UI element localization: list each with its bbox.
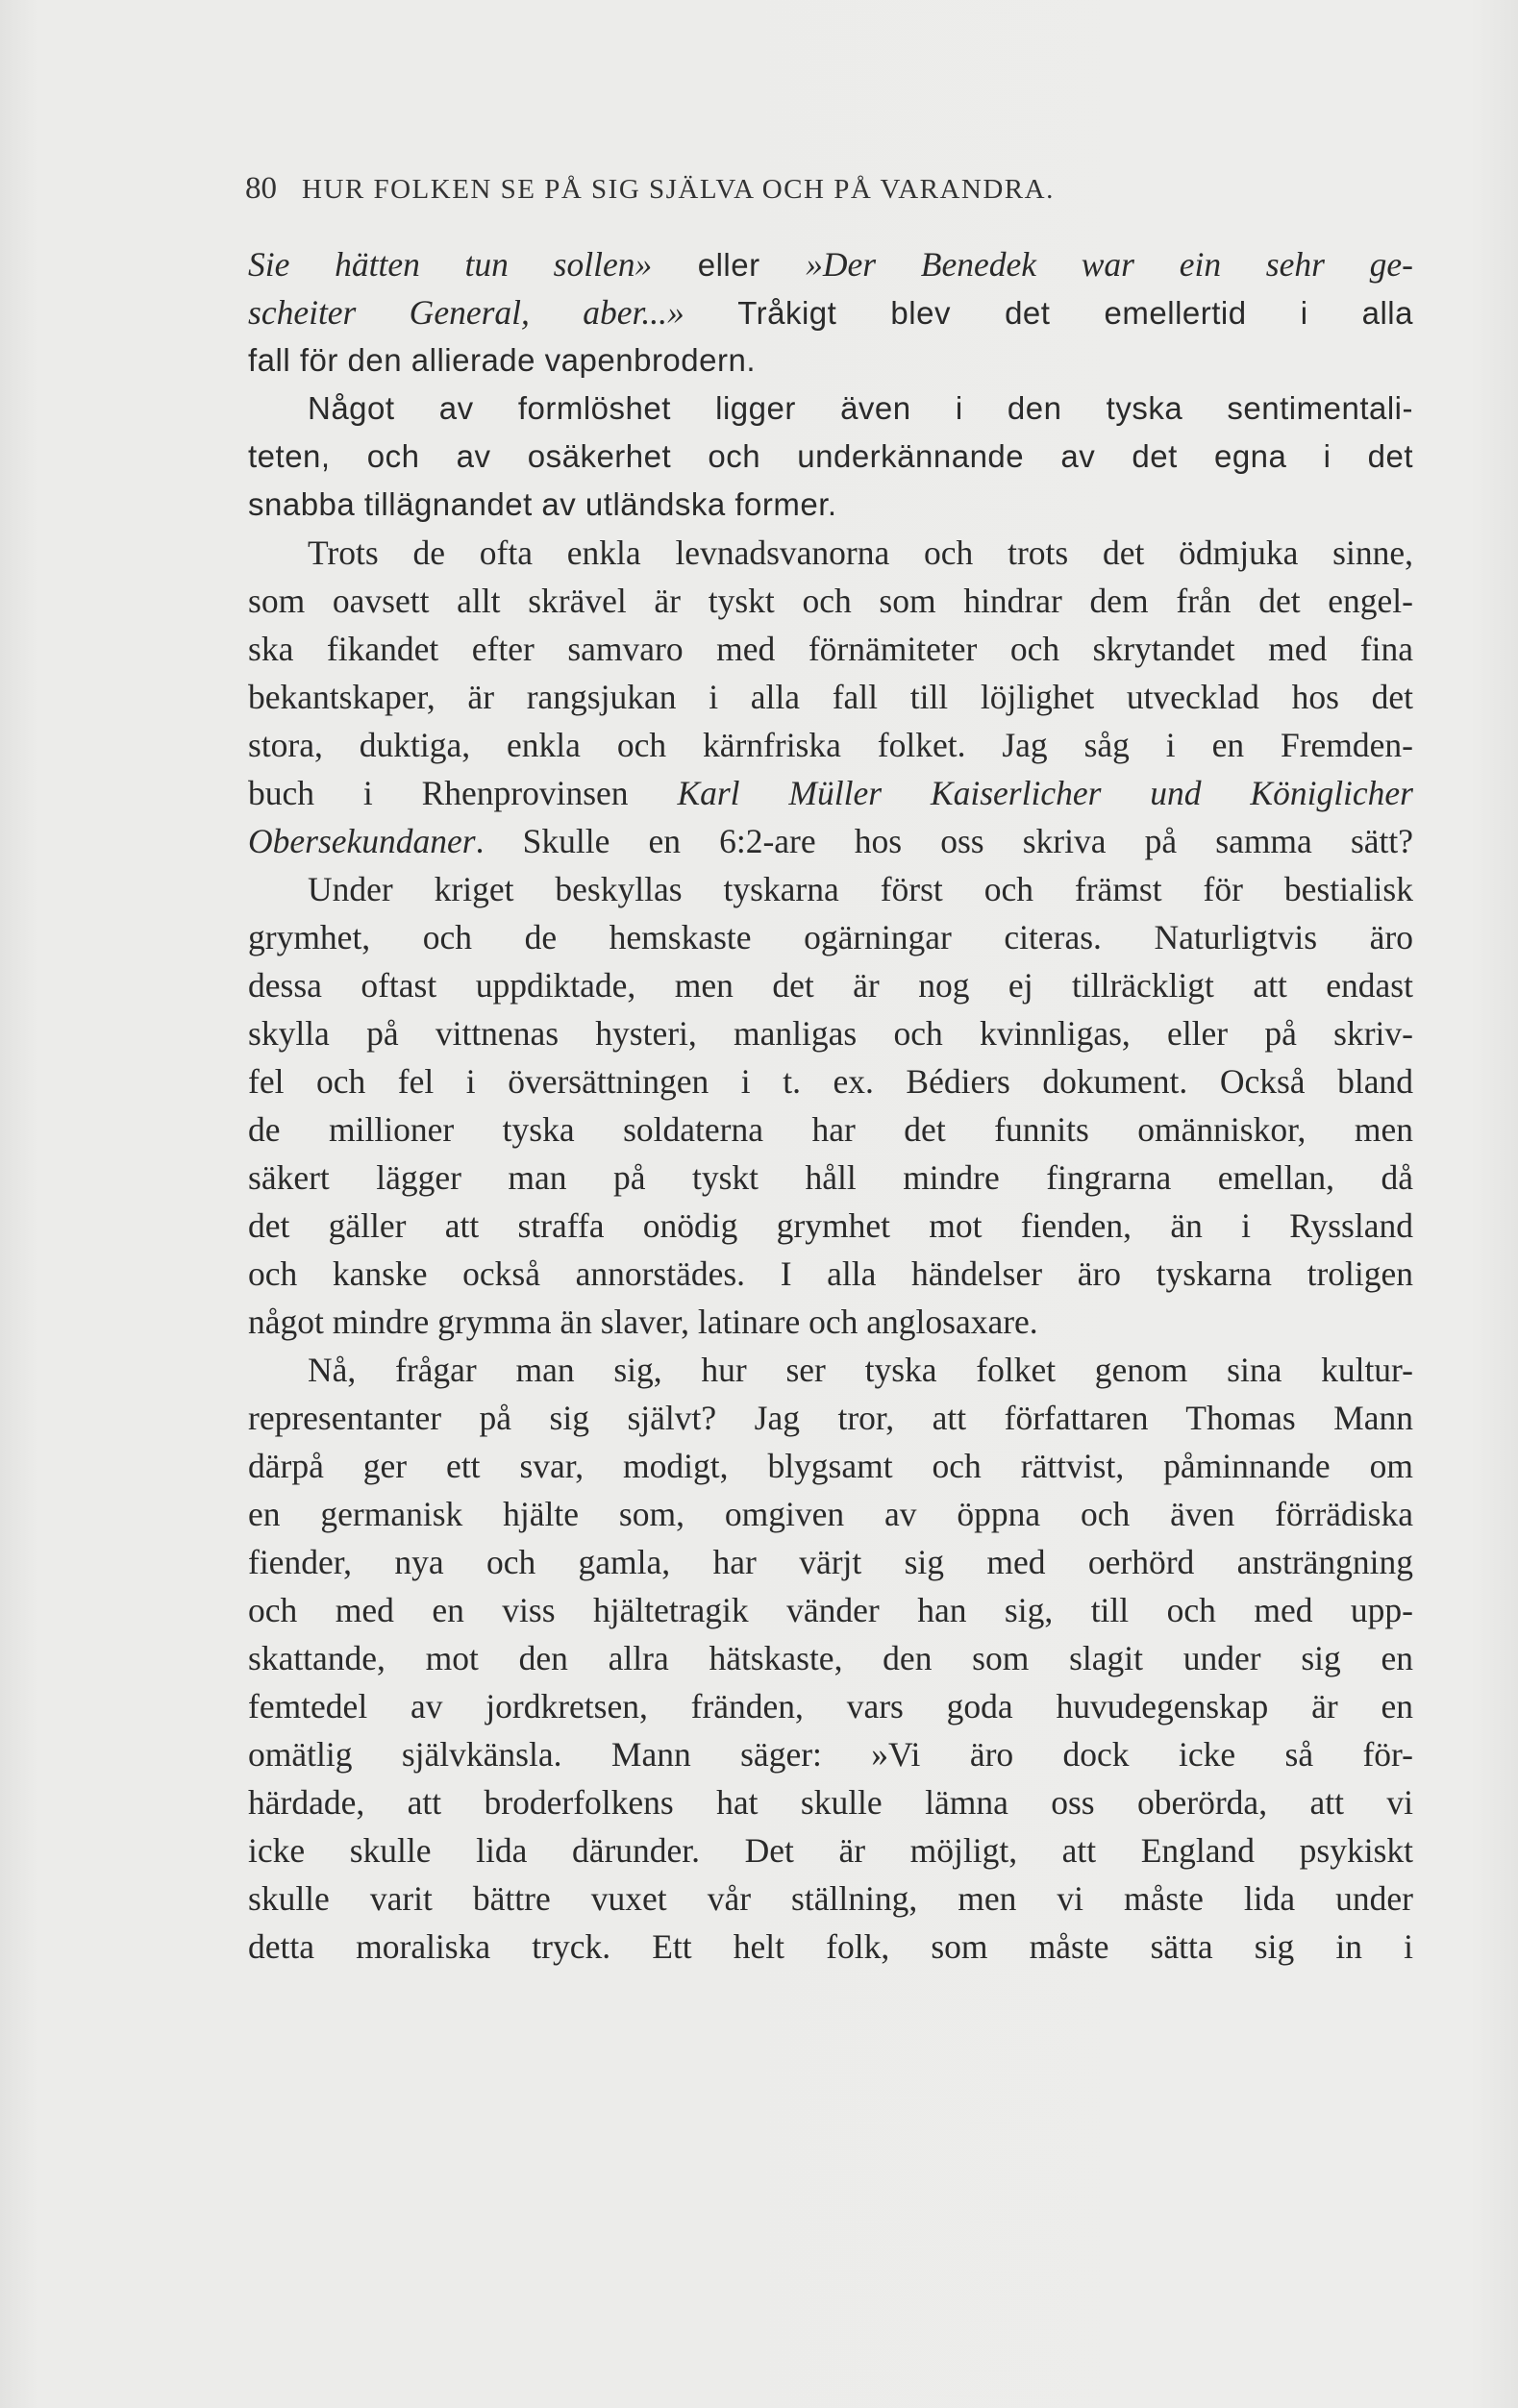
text-line: de millioner tyska soldaterna har det funnits omänniskor, men	[248, 1110, 1413, 1149]
running-head	[245, 171, 1055, 207]
text-line: scheiter General, aber...» Tråkigt blev det emellertid i alla	[248, 293, 1413, 332]
text-line: som oavsett allt skrävel är tyskt och som hindrar dem från det engel-	[248, 582, 1413, 620]
text-line: härdade, att broderfolkens hat skulle lämna oss oberörda, att vi	[248, 1783, 1413, 1822]
text-line: snabba tillägnandet av utländska former.	[248, 486, 837, 522]
paragraph-first-line: Trots de ofta enkla levnadsvanorna och trots det ödmjuka sinne,	[308, 534, 1413, 572]
text-line: teten, och av osäkerhet och underkännande av det egna i det	[248, 438, 1413, 474]
paragraph-first-line: Något av formlöshet ligger även i den tyska sentimentali-	[308, 390, 1413, 426]
text-line: detta moraliska tryck. Ett helt folk, som måste sätta sig in i	[248, 1927, 1413, 1966]
running-title: HUR FOLKEN SE PÅ SIG SJÄLVA OCH PÅ VARANDRA.	[302, 174, 1055, 205]
text-line: fall för den allierade vapenbrodern.	[248, 342, 757, 378]
text-line: bekantskaper, är rangsjukan i alla fall till löjlighet utvecklad hos det	[248, 678, 1413, 716]
paragraph-first-line: Nå, frågar man sig, hur ser tyska folket genom sina kultur-	[308, 1351, 1413, 1389]
text-line: icke skulle lida därunder. Det är möjligt, att England psykiskt	[248, 1831, 1413, 1870]
text-line: och med en viss hjältetragik vänder han sig, till och med upp-	[248, 1591, 1413, 1629]
text-line: fiender, nya och gamla, har värjt sig med oerhörd ansträngning	[248, 1543, 1413, 1581]
text-line: skylla på vittnenas hysteri, manligas och kvinnligas, eller på skriv-	[248, 1014, 1413, 1053]
text-line: fel och fel i översättningen i t. ex. Bédiers dokument. Också bland	[248, 1062, 1413, 1101]
page-number: 80	[245, 171, 277, 206]
text-line: Sie hätten tun sollen» eller »Der Benedek war ein sehr ge-	[248, 245, 1413, 284]
body-text	[248, 240, 1413, 1971]
text-line: dessa oftast uppdiktade, men det är nog ej tillräckligt att endast	[248, 966, 1413, 1005]
text-line: och kanske också annorstädes. I alla händelser äro tyskarna troligen	[248, 1254, 1413, 1293]
text-line: femtedel av jordkretsen, fränden, vars goda huvudegenskap är en	[248, 1687, 1413, 1725]
text-line: skulle varit bättre vuxet vår ställning, men vi måste lida under	[248, 1879, 1413, 1918]
text-line: ska fikandet efter samvaro med förnämiteter och skrytandet med fina	[248, 630, 1413, 668]
text-line: grymhet, och de hemskaste ogärningar citeras. Naturligtvis äro	[248, 918, 1413, 956]
text-line: något mindre grymma än slaver, latinare och anglosaxare.	[248, 1303, 1038, 1341]
text-line: skattande, mot den allra hätskaste, den som slagit under sig en	[248, 1639, 1413, 1677]
text-line: omätlig självkänsla. Mann säger: »Vi äro dock icke så för-	[248, 1735, 1413, 1774]
text-line: representanter på sig självt? Jag tror, att författaren Thomas Mann	[248, 1399, 1413, 1437]
text-line: en germanisk hjälte som, omgiven av öppna och även förrädiska	[248, 1495, 1413, 1533]
text-line: det gäller att straffa onödig grymhet mot fienden, än i Ryssland	[248, 1206, 1413, 1245]
text-line: stora, duktiga, enkla och kärnfriska folket. Jag såg i en Fremden-	[248, 726, 1413, 764]
paragraph-first-line: Under kriget beskyllas tyskarna först och främst för bestialisk	[308, 870, 1413, 908]
text-line: därpå ger ett svar, modigt, blygsamt och rättvist, påminnande om	[248, 1447, 1413, 1485]
text-line: säkert lägger man på tyskt håll mindre fingrarna emellan, då	[248, 1158, 1413, 1197]
text-line: Obersekundaner. Skulle en 6:2-are hos oss skriva på samma sätt?	[248, 822, 1413, 860]
text-line: buch i Rhenprovinsen Karl Müller Kaiserlicher und Königlicher	[248, 774, 1413, 812]
